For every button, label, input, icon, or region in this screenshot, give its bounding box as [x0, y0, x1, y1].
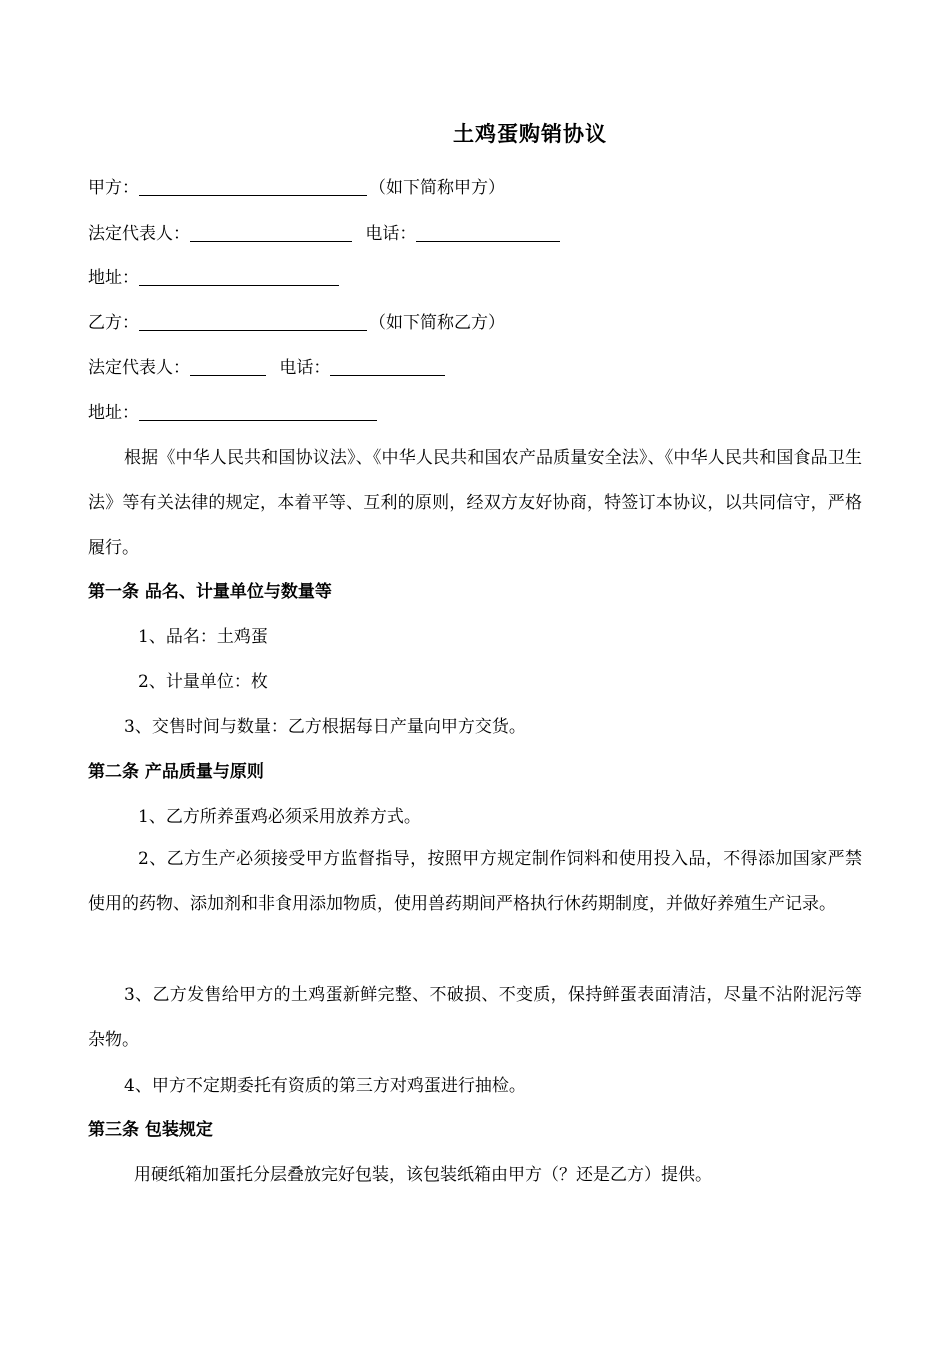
article-2-item-1: 1、乙方所养蛋鸡必须采用放养方式。 — [138, 807, 421, 827]
preamble-paragraph: 根据《中华人民共和国协议法》、《中华人民共和国农产品质量安全法》、《中华人民共和国食品卫生法》等有关法律的规定，本着平等、互利的原则，经双方友好协商，特签订本协议，以共同信守，严格履行。 — [88, 448, 862, 558]
party-b-phone-label: 电话： — [279, 358, 331, 378]
party-a-rep-line — [88, 222, 562, 246]
article-3-item-1: 用硬纸箱加蛋托分层叠放完好包装，该包装纸箱由甲方（？还是乙方）提供。 — [134, 1165, 712, 1185]
party-b-rep-line — [88, 356, 447, 380]
party-b-name-blank[interactable] — [139, 312, 367, 331]
document-title: 土鸡蛋购销协议 — [453, 121, 607, 146]
article-1-item-1: 1、品名：土鸡蛋 — [138, 627, 268, 647]
party-a-label: 甲方： — [88, 178, 139, 198]
article-1-item-2: 2、计量单位：枚 — [138, 672, 268, 692]
party-a-address-label: 地址： — [88, 268, 139, 288]
article-2-item-4: 4、甲方不定期委托有资质的第三方对鸡蛋进行抽检。 — [124, 1076, 526, 1096]
party-a-phone-label: 电话： — [365, 224, 417, 244]
article-3-heading: 第三条 包装规定 — [88, 1120, 213, 1140]
party-b-address-label: 地址： — [88, 403, 139, 423]
party-a-rep-blank[interactable] — [190, 223, 352, 242]
party-b-label: 乙方： — [88, 313, 139, 333]
party-b-line — [88, 311, 505, 335]
party-a-address-blank[interactable] — [139, 267, 339, 286]
party-b-rep-blank[interactable] — [190, 357, 266, 376]
party-a-name-blank[interactable] — [139, 177, 367, 196]
party-b-rep-label: 法定代表人： — [88, 358, 190, 378]
article-1-heading: 第一条 品名、计量单位与数量等 — [88, 582, 332, 602]
party-b-note: （如下简称乙方） — [369, 313, 505, 333]
article-2-heading: 第二条 产品质量与原则 — [88, 762, 264, 782]
article-1-item-3: 3、交售时间与数量：乙方根据每日产量向甲方交货。 — [124, 717, 526, 737]
article-2-item-2: 2、乙方生产必须接受甲方监督指导，按照甲方规定制作饲料和使用投入品，不得添加国家严禁使用的药物、添加剂和非食用添加物质，使用兽药期间严格执行休药期制度，并做好养殖生产记录。 — [88, 849, 862, 914]
article-2-item-3: 3、乙方发售给甲方的土鸡蛋新鲜完整、不破损、不变质，保持鲜蛋表面清洁，尽量不沾附泥污等杂物。 — [88, 985, 862, 1050]
party-b-address-line — [88, 401, 379, 425]
party-a-rep-label: 法定代表人： — [88, 224, 190, 244]
party-a-note: （如下简称甲方） — [369, 178, 505, 198]
party-a-line — [88, 176, 505, 200]
party-a-address-line — [88, 266, 341, 290]
party-a-phone-blank[interactable] — [416, 223, 560, 242]
party-b-address-blank[interactable] — [139, 402, 377, 421]
party-b-phone-blank[interactable] — [330, 357, 445, 376]
